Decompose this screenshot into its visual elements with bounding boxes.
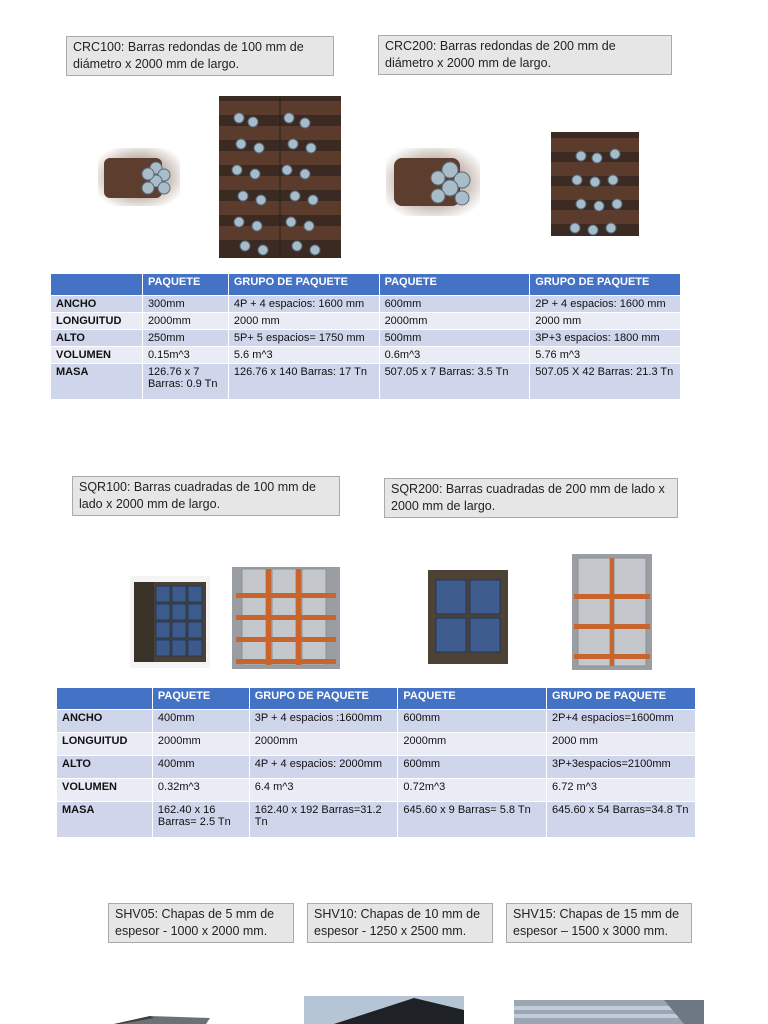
table-cell: 2000mm — [398, 733, 547, 756]
header-cell: PAQUETE — [398, 688, 547, 710]
table-cell: 0.72m^3 — [398, 779, 547, 802]
round-bars-stack-photo — [219, 96, 341, 258]
table-cell: 600mm — [398, 756, 547, 779]
header-cell — [57, 688, 153, 710]
row-label: ALTO — [51, 330, 143, 347]
header-cell — [51, 274, 143, 296]
table-cell: 2P + 4 espacios: 1600 mm — [530, 296, 681, 313]
caption-shv05: SHV05: Chapas de 5 mm de espesor - 1000 x 2000 mm. — [108, 903, 294, 943]
table-row — [57, 756, 696, 779]
caption-sqr200: SQR200: Barras cuadradas de 200 mm de lado x 2000 mm de largo. — [384, 478, 678, 518]
table-cell: 2000mm — [379, 313, 530, 330]
table-row — [57, 710, 696, 733]
table-cell: 250mm — [142, 330, 228, 347]
table-cell: 4P + 4 espacios: 1600 mm — [228, 296, 379, 313]
table-cell: 3P + 4 espacios :1600mm — [249, 710, 398, 733]
caption-shv10: SHV10: Chapas de 10 mm de espesor - 1250 x 2500 mm. — [307, 903, 493, 943]
table-cell: 2000 mm — [228, 313, 379, 330]
table-row — [51, 347, 681, 364]
table-row — [57, 779, 696, 802]
table-cell: 0.32m^3 — [152, 779, 249, 802]
table-cell: 0.6m^3 — [379, 347, 530, 364]
table-cell: 500mm — [379, 330, 530, 347]
table-cell: 126.76 x 140 Barras: 17 Tn — [228, 364, 379, 400]
table-row — [51, 313, 681, 330]
table-cell: 5.6 m^3 — [228, 347, 379, 364]
square-bars-group-photo — [232, 567, 340, 669]
table-cell: 6.72 m^3 — [547, 779, 696, 802]
table-cell: 126.76 x 7 Barras: 0.9 Tn — [142, 364, 228, 400]
round-bars-large-stack-photo — [551, 132, 639, 236]
table-cell: 5.76 m^3 — [530, 347, 681, 364]
header-cell: PAQUETE — [142, 274, 228, 296]
row-label: LONGUITUD — [51, 313, 143, 330]
square-bars-large-bundle-photo — [428, 570, 508, 664]
caption-sqr100: SQR100: Barras cuadradas de 100 mm de lado x 2000 mm de largo. — [72, 476, 340, 516]
caption-crc100: CRC100: Barras redondas de 100 mm de diámetro x 2000 mm de largo. — [66, 36, 334, 76]
square-bars-bundle-photo — [130, 576, 210, 668]
header-cell: GRUPO DE PAQUETE — [547, 688, 696, 710]
table-cell: 600mm — [379, 296, 530, 313]
caption-shv15: SHV15: Chapas de 15 mm de espesor – 1500 x 3000 mm. — [506, 903, 692, 943]
row-label: LONGUITUD — [57, 733, 153, 756]
table-cell: 4P + 4 espacios: 2000mm — [249, 756, 398, 779]
table-cell: 2000mm — [249, 733, 398, 756]
table-cell: 507.05 X 42 Barras: 21.3 Tn — [530, 364, 681, 400]
sheet-10mm-photo — [304, 996, 464, 1024]
sheet-5mm-photo — [110, 1008, 220, 1024]
table-cell: 300mm — [142, 296, 228, 313]
row-label: ALTO — [57, 756, 153, 779]
table-cell: 162.40 x 192 Barras=31.2 Tn — [249, 802, 398, 838]
table-cell: 2000mm — [152, 733, 249, 756]
row-label: VOLUMEN — [57, 779, 153, 802]
row-label: VOLUMEN — [51, 347, 143, 364]
header-cell: GRUPO DE PAQUETE — [530, 274, 681, 296]
header-cell: GRUPO DE PAQUETE — [249, 688, 398, 710]
row-label: MASA — [57, 802, 153, 838]
table-cell: 400mm — [152, 710, 249, 733]
round-bars-bundle-large-photo — [386, 148, 480, 216]
table-row — [51, 330, 681, 347]
table-row — [51, 364, 681, 400]
header-cell: PAQUETE — [379, 274, 530, 296]
table-cell: 2000mm — [142, 313, 228, 330]
table-cell: 2000 mm — [530, 313, 681, 330]
crc-spec-table — [50, 273, 681, 400]
row-label: MASA — [51, 364, 143, 400]
row-label: ANCHO — [57, 710, 153, 733]
table-cell: 2000 mm — [547, 733, 696, 756]
square-bars-large-group-photo — [572, 554, 652, 670]
table-cell: 400mm — [152, 756, 249, 779]
table-cell: 3P+3espacios=2100mm — [547, 756, 696, 779]
table-row — [57, 802, 696, 838]
table-cell: 507.05 x 7 Barras: 3.5 Tn — [379, 364, 530, 400]
row-label: ANCHO — [51, 296, 143, 313]
table-cell: 645.60 x 9 Barras= 5.8 Tn — [398, 802, 547, 838]
round-bars-bundle-photo — [98, 148, 180, 206]
table-cell: 3P+3 espacios: 1800 mm — [530, 330, 681, 347]
table-cell: 6.4 m^3 — [249, 779, 398, 802]
table-header-row — [51, 274, 681, 296]
table-cell: 162.40 x 16 Barras= 2.5 Tn — [152, 802, 249, 838]
sqr-spec-table — [56, 687, 696, 838]
header-cell: GRUPO DE PAQUETE — [228, 274, 379, 296]
table-row — [51, 296, 681, 313]
caption-crc200: CRC200: Barras redondas de 200 mm de diámetro x 2000 mm de largo. — [378, 35, 672, 75]
table-cell: 5P+ 5 espacios= 1750 mm — [228, 330, 379, 347]
sheet-15mm-photo — [514, 1000, 704, 1024]
table-cell: 2P+4 espacios=1600mm — [547, 710, 696, 733]
table-cell: 600mm — [398, 710, 547, 733]
header-cell: PAQUETE — [152, 688, 249, 710]
table-cell: 0.15m^3 — [142, 347, 228, 364]
table-row — [57, 733, 696, 756]
table-header-row — [57, 688, 696, 710]
table-cell: 645.60 x 54 Barras=34.8 Tn — [547, 802, 696, 838]
